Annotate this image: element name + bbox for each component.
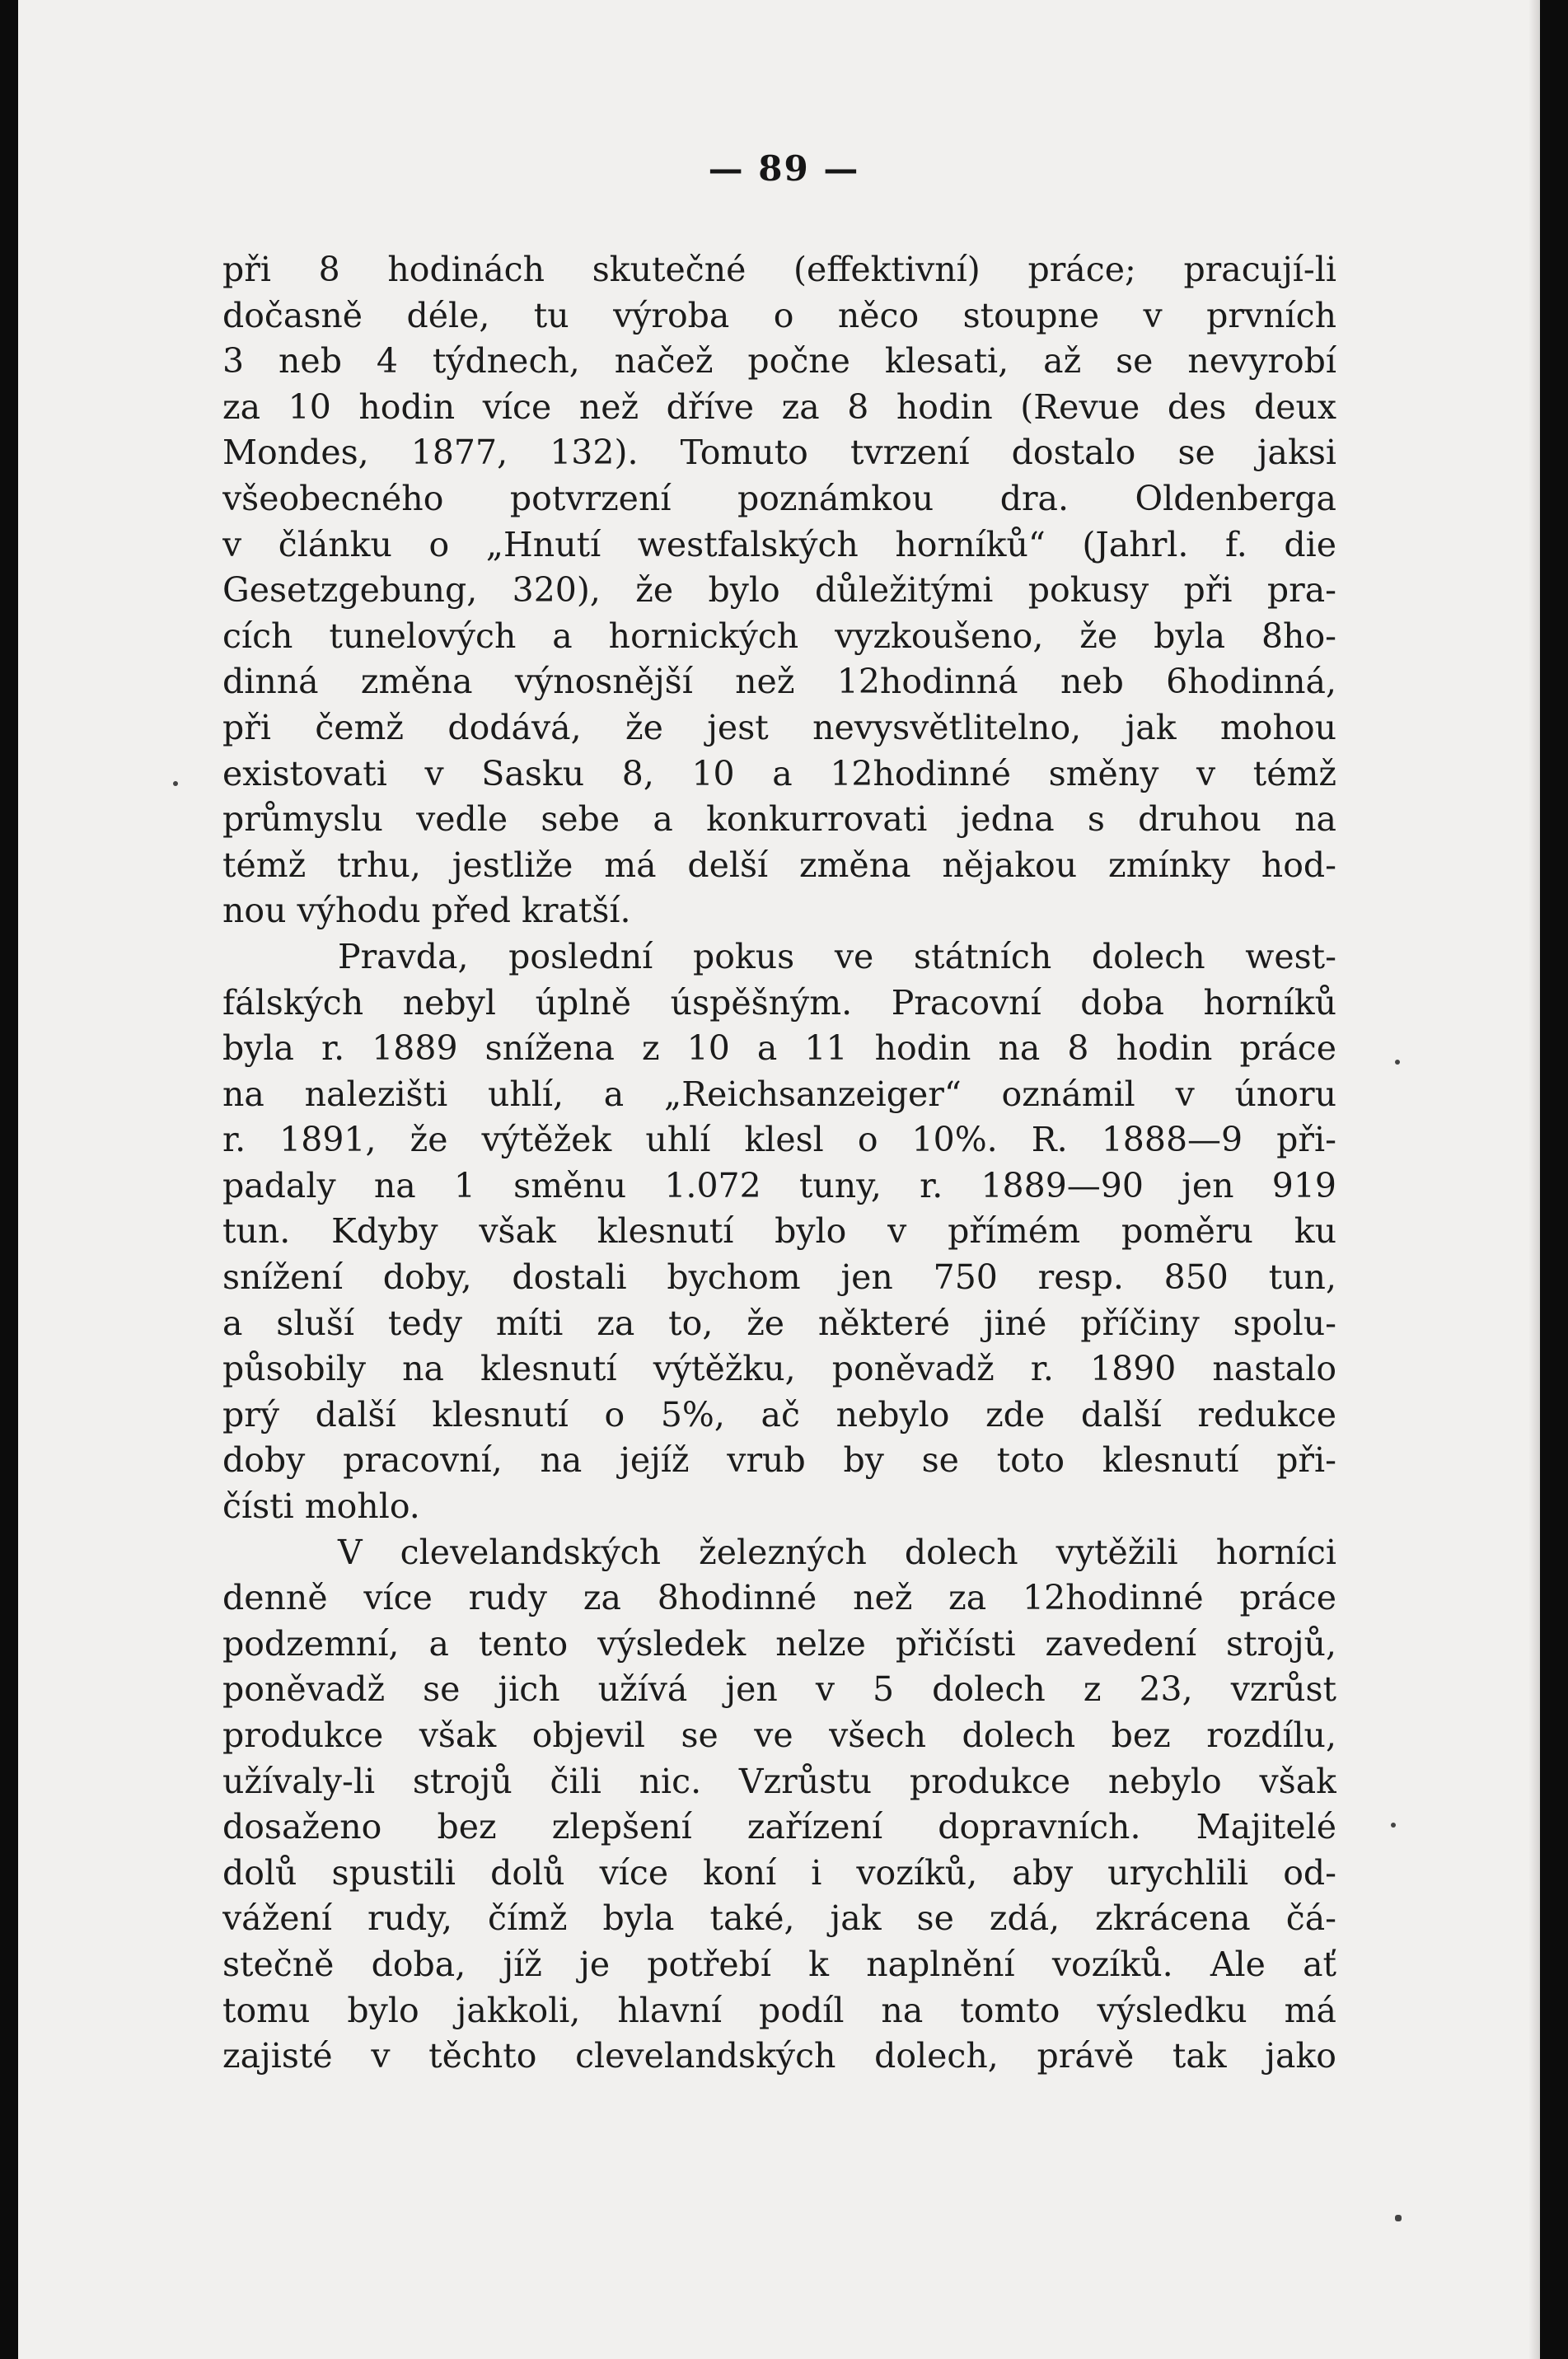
text-line: dosaženo bez zlepšení zařízení dopravních. Majitelé bbox=[222, 1807, 1336, 1847]
text-line: nou výhodu před kratší. bbox=[222, 891, 631, 931]
right-scan-border bbox=[1540, 0, 1568, 2359]
text-line: Gesetzgebung, 320), že bylo důležitými pokusy při pra- bbox=[222, 570, 1336, 611]
text-line: existovati v Sasku 8, 10 a 12hodinné směny v témž bbox=[222, 753, 1336, 793]
text-line: byla r. 1889 snížena z 10 a 11 hodin na 8 hodin práce bbox=[222, 1028, 1336, 1069]
body-text bbox=[222, 247, 1336, 2080]
text-line: tomu bylo jakkoli, hlavní podíl na tomto výsledku má bbox=[222, 1990, 1336, 2030]
text-line: za 10 hodin více než dříve za 8 hodin (Revue des deux bbox=[222, 386, 1336, 427]
text-line: stečně doba, jíž je potřebí k naplnění vozíků. Ale ať bbox=[222, 1944, 1336, 1984]
paragraph-start-line: V clevelandských železných dolech vytěžili horníci bbox=[338, 1532, 1336, 1572]
text-line: témž trhu, jestliže má delší změna nějakou zmínky hod- bbox=[222, 845, 1336, 885]
scan-speck bbox=[173, 781, 178, 786]
text-line: a sluší tedy míti za to, že některé jiné příčiny spolu- bbox=[222, 1303, 1336, 1343]
text-line: denně více rudy za 8hodinné než za 12hodinné práce bbox=[222, 1578, 1336, 1618]
text-line: všeobecného potvrzení poznámkou dra. Oldenberga bbox=[222, 478, 1336, 518]
text-line: čísti mohlo. bbox=[222, 1486, 420, 1527]
text-line: při 8 hodinách skutečné (effektivní) práce; pracují-li bbox=[222, 250, 1336, 289]
paragraph-start-line: Pravda, poslední pokus ve státních dolech west- bbox=[338, 936, 1336, 976]
text-line: 3 neb 4 týdnech, načež počne klesati, až se nevyrobí bbox=[222, 341, 1336, 381]
text-line: poněvadž se jich užívá jen v 5 dolech z 23, vzrůst bbox=[222, 1669, 1336, 1710]
text-line: padaly na 1 směnu 1.072 tuny, r. 1889—90 jen 919 bbox=[222, 1165, 1336, 1205]
text-line: podzemní, a tento výsledek nelze přičísti zavedení strojů, bbox=[222, 1623, 1336, 1664]
text-line: užívaly-li strojů čili nic. Vzrůstu produkce nebylo však bbox=[222, 1761, 1336, 1801]
text-line: prý další klesnutí o 5%, ač nebylo zde další redukce bbox=[222, 1394, 1336, 1435]
text-line: r. 1891, že výtěžek uhlí klesl o 10%. R. 1888—9 při- bbox=[222, 1120, 1336, 1160]
text-line: Mondes, 1877, 132). Tomuto tvrzení dostalo se jaksi bbox=[222, 433, 1336, 473]
text-line: zajisté v těchto clevelandských dolech, právě tak jako bbox=[222, 2036, 1336, 2076]
text-line: vážení rudy, čímž byla také, jak se zdá, zkrácena čá- bbox=[222, 1898, 1336, 1939]
text-line: tun. Kdyby však klesnutí bylo v přímém poměru ku bbox=[222, 1211, 1336, 1252]
text-line: fálských nebyl úplně úspěšným. Pracovní doba horníků bbox=[222, 982, 1336, 1023]
text-line: působily na klesnutí výtěžku, poněvadž r. 1890 nastalo bbox=[222, 1349, 1336, 1389]
text-line: dinná změna výnosnější než 12hodinná neb 6hodinná, bbox=[222, 662, 1336, 702]
text-line: cích tunelových a hornických vyzkoušeno, že byla 8ho- bbox=[222, 615, 1336, 656]
text-line: průmyslu vedle sebe a konkurrovati jedna s druhou na bbox=[222, 799, 1336, 840]
text-line: v článku o „Hnutí westfalských horníků“ (Jahrl. f. die bbox=[222, 524, 1336, 564]
scan-speck bbox=[1395, 1060, 1400, 1065]
page-number: — 89 — bbox=[708, 148, 860, 189]
text-line: dočasně déle, tu výroba o něco stoupne v prvních bbox=[222, 295, 1336, 335]
scan-speck bbox=[1395, 2215, 1402, 2221]
text-line: na nalezišti uhlí, a „Reichsanzeiger“ oznámil v únoru bbox=[222, 1074, 1336, 1114]
right-page-shadow bbox=[1528, 0, 1540, 2359]
text-line: při čemž dodává, že jest nevysvětlitelno, jak mohou bbox=[222, 707, 1336, 747]
text-line: snížení doby, dostali bychom jen 750 resp. 850 tun, bbox=[222, 1257, 1336, 1298]
text-line: produkce však objevil se ve všech dolech bez rozdílu, bbox=[222, 1715, 1336, 1755]
left-scan-border bbox=[0, 0, 18, 2359]
scan-speck bbox=[1391, 1823, 1396, 1828]
text-line: dolů spustili dolů více koní i vozíků, aby urychlili od- bbox=[222, 1852, 1336, 1893]
text-line: doby pracovní, na jejíž vrub by se toto klesnutí při- bbox=[222, 1440, 1336, 1481]
